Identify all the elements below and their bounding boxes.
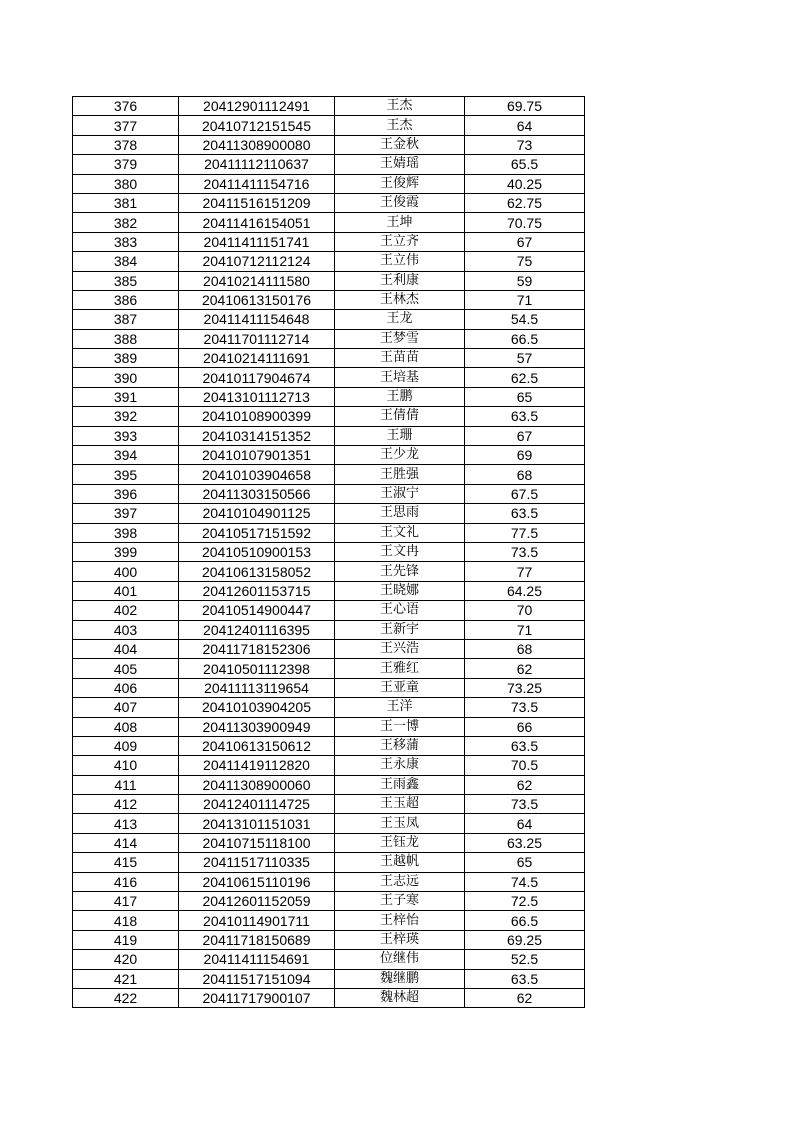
exam-id-cell: 20411411154691 (179, 950, 335, 969)
score-cell: 70.5 (465, 756, 585, 775)
exam-id-cell: 20411517110335 (179, 853, 335, 872)
exam-id-cell: 20411303900949 (179, 717, 335, 736)
table-row (73, 795, 585, 814)
name-cell: 王坤 (335, 213, 465, 232)
exam-id-cell: 20410615110196 (179, 872, 335, 891)
seq-number-cell: 381 (73, 193, 179, 212)
exam-id-cell: 20411113119654 (179, 678, 335, 697)
name-cell: 魏林超 (335, 988, 465, 1007)
name-cell: 王胜强 (335, 465, 465, 484)
exam-id-cell: 20410214111691 (179, 349, 335, 368)
exam-id-cell: 20410712112124 (179, 252, 335, 271)
name-cell: 王婧瑶 (335, 155, 465, 174)
name-cell: 王杰 (335, 97, 465, 116)
table-row (73, 911, 585, 930)
table-row (73, 174, 585, 193)
name-cell: 王龙 (335, 310, 465, 329)
seq-number-cell: 376 (73, 97, 179, 116)
name-cell: 王利康 (335, 271, 465, 290)
score-cell: 69.25 (465, 930, 585, 949)
table-row (73, 97, 585, 116)
exam-id-cell: 20411112110637 (179, 155, 335, 174)
table-row (73, 407, 585, 426)
table-row (73, 892, 585, 911)
table-row (73, 426, 585, 445)
name-cell: 王先锋 (335, 562, 465, 581)
name-cell: 王俊霞 (335, 193, 465, 212)
name-cell: 王倩倩 (335, 407, 465, 426)
exam-id-cell: 20411308900060 (179, 775, 335, 794)
table-row (73, 872, 585, 891)
table-row (73, 969, 585, 988)
table-row (73, 698, 585, 717)
table-row (73, 504, 585, 523)
table-row (73, 814, 585, 833)
name-cell: 王杰 (335, 116, 465, 135)
seq-number-cell: 412 (73, 795, 179, 814)
seq-number-cell: 422 (73, 988, 179, 1007)
name-cell: 王培基 (335, 368, 465, 387)
score-cell: 54.5 (465, 310, 585, 329)
name-cell: 王玉超 (335, 795, 465, 814)
seq-number-cell: 420 (73, 950, 179, 969)
name-cell: 王钰龙 (335, 833, 465, 852)
seq-number-cell: 395 (73, 465, 179, 484)
score-cell: 64 (465, 814, 585, 833)
seq-number-cell: 405 (73, 659, 179, 678)
exam-id-cell: 20412601153715 (179, 581, 335, 600)
table-row (73, 271, 585, 290)
seq-number-cell: 407 (73, 698, 179, 717)
seq-number-cell: 400 (73, 562, 179, 581)
seq-number-cell: 382 (73, 213, 179, 232)
seq-number-cell: 415 (73, 853, 179, 872)
table-row (73, 446, 585, 465)
seq-number-cell: 408 (73, 717, 179, 736)
score-cell: 67 (465, 232, 585, 251)
exam-id-cell: 20411517151094 (179, 969, 335, 988)
score-cell: 64 (465, 116, 585, 135)
exam-id-cell: 20411411154648 (179, 310, 335, 329)
table-row (73, 736, 585, 755)
score-cell: 70 (465, 601, 585, 620)
score-cell: 67.5 (465, 484, 585, 503)
name-cell: 王晓娜 (335, 581, 465, 600)
exam-id-cell: 20411411151741 (179, 232, 335, 251)
seq-number-cell: 409 (73, 736, 179, 755)
score-cell: 66 (465, 717, 585, 736)
seq-number-cell: 388 (73, 329, 179, 348)
table-row (73, 387, 585, 406)
table-row (73, 232, 585, 251)
exam-id-cell: 20412401114725 (179, 795, 335, 814)
seq-number-cell: 413 (73, 814, 179, 833)
name-cell: 王越帆 (335, 853, 465, 872)
table-row (73, 329, 585, 348)
table-row (73, 717, 585, 736)
score-cell: 66.5 (465, 329, 585, 348)
seq-number-cell: 406 (73, 678, 179, 697)
exam-id-cell: 20410117904674 (179, 368, 335, 387)
name-cell: 王立伟 (335, 252, 465, 271)
name-cell: 王梦雪 (335, 329, 465, 348)
score-table (72, 96, 585, 1008)
exam-id-cell: 20411308900080 (179, 135, 335, 154)
score-cell: 72.5 (465, 892, 585, 911)
exam-id-cell: 20410107901351 (179, 446, 335, 465)
seq-number-cell: 402 (73, 601, 179, 620)
name-cell: 王思雨 (335, 504, 465, 523)
seq-number-cell: 387 (73, 310, 179, 329)
score-cell: 59 (465, 271, 585, 290)
table-row (73, 988, 585, 1007)
exam-id-cell: 20411701112714 (179, 329, 335, 348)
seq-number-cell: 419 (73, 930, 179, 949)
exam-id-cell: 20412901112491 (179, 97, 335, 116)
name-cell: 王兴浩 (335, 639, 465, 658)
score-cell: 62.75 (465, 193, 585, 212)
score-cell: 73.5 (465, 542, 585, 561)
seq-number-cell: 380 (73, 174, 179, 193)
seq-number-cell: 385 (73, 271, 179, 290)
score-cell: 65.5 (465, 155, 585, 174)
exam-id-cell: 20412601152059 (179, 892, 335, 911)
table-row (73, 465, 585, 484)
score-cell: 63.5 (465, 736, 585, 755)
score-cell: 62.5 (465, 368, 585, 387)
name-cell: 王鹏 (335, 387, 465, 406)
exam-id-cell: 20413101151031 (179, 814, 335, 833)
score-cell: 65 (465, 387, 585, 406)
score-cell: 75 (465, 252, 585, 271)
seq-number-cell: 393 (73, 426, 179, 445)
exam-id-cell: 20411411154716 (179, 174, 335, 193)
seq-number-cell: 398 (73, 523, 179, 542)
score-cell: 70.75 (465, 213, 585, 232)
table-row (73, 310, 585, 329)
seq-number-cell: 386 (73, 290, 179, 309)
name-cell: 王永康 (335, 756, 465, 775)
score-cell: 71 (465, 290, 585, 309)
name-cell: 王梓怡 (335, 911, 465, 930)
table-row (73, 193, 585, 212)
seq-number-cell: 418 (73, 911, 179, 930)
exam-id-cell: 20411717900107 (179, 988, 335, 1007)
table-row (73, 853, 585, 872)
name-cell: 王文冉 (335, 542, 465, 561)
table-row (73, 930, 585, 949)
name-cell: 王心语 (335, 601, 465, 620)
seq-number-cell: 411 (73, 775, 179, 794)
exam-id-cell: 20410712151545 (179, 116, 335, 135)
exam-id-cell: 20411419112820 (179, 756, 335, 775)
score-cell: 73.25 (465, 678, 585, 697)
table-row (73, 213, 585, 232)
table-row (73, 523, 585, 542)
exam-id-cell: 20411303150566 (179, 484, 335, 503)
exam-id-cell: 20411718150689 (179, 930, 335, 949)
score-cell: 66.5 (465, 911, 585, 930)
score-cell: 68 (465, 639, 585, 658)
seq-number-cell: 410 (73, 756, 179, 775)
score-cell: 64.25 (465, 581, 585, 600)
seq-number-cell: 396 (73, 484, 179, 503)
score-cell: 71 (465, 620, 585, 639)
score-cell: 62 (465, 775, 585, 794)
name-cell: 王雨鑫 (335, 775, 465, 794)
exam-id-cell: 20410501112398 (179, 659, 335, 678)
score-cell: 77.5 (465, 523, 585, 542)
score-cell: 65 (465, 853, 585, 872)
seq-number-cell: 401 (73, 581, 179, 600)
table-row (73, 756, 585, 775)
seq-number-cell: 397 (73, 504, 179, 523)
name-cell: 王移蒲 (335, 736, 465, 755)
table-row (73, 368, 585, 387)
name-cell: 王淑宁 (335, 484, 465, 503)
table-row (73, 581, 585, 600)
exam-id-cell: 20411516151209 (179, 193, 335, 212)
score-cell: 63.25 (465, 833, 585, 852)
name-cell: 王文礼 (335, 523, 465, 542)
table-row (73, 639, 585, 658)
score-cell: 68 (465, 465, 585, 484)
exam-id-cell: 20412401116395 (179, 620, 335, 639)
score-table-body (73, 97, 585, 1008)
name-cell: 王立齐 (335, 232, 465, 251)
score-cell: 73.5 (465, 698, 585, 717)
seq-number-cell: 383 (73, 232, 179, 251)
score-cell: 73.5 (465, 795, 585, 814)
name-cell: 王亚童 (335, 678, 465, 697)
name-cell: 王一博 (335, 717, 465, 736)
seq-number-cell: 384 (73, 252, 179, 271)
table-row (73, 252, 585, 271)
name-cell: 位继伟 (335, 950, 465, 969)
score-cell: 63.5 (465, 504, 585, 523)
table-row (73, 950, 585, 969)
name-cell: 王雅红 (335, 659, 465, 678)
seq-number-cell: 403 (73, 620, 179, 639)
seq-number-cell: 417 (73, 892, 179, 911)
score-cell: 69 (465, 446, 585, 465)
exam-id-cell: 20410103904658 (179, 465, 335, 484)
table-row (73, 678, 585, 697)
seq-number-cell: 378 (73, 135, 179, 154)
name-cell: 王梓瑛 (335, 930, 465, 949)
exam-id-cell: 20410613150612 (179, 736, 335, 755)
seq-number-cell: 416 (73, 872, 179, 891)
score-cell: 69.75 (465, 97, 585, 116)
exam-id-cell: 20410514900447 (179, 601, 335, 620)
table-row (73, 659, 585, 678)
name-cell: 王子寒 (335, 892, 465, 911)
table-row (73, 116, 585, 135)
name-cell: 王少龙 (335, 446, 465, 465)
table-row (73, 135, 585, 154)
name-cell: 王志远 (335, 872, 465, 891)
name-cell: 魏继鹏 (335, 969, 465, 988)
seq-number-cell: 389 (73, 349, 179, 368)
exam-id-cell: 20410103904205 (179, 698, 335, 717)
exam-id-cell: 20411416154051 (179, 213, 335, 232)
exam-id-cell: 20413101112713 (179, 387, 335, 406)
exam-id-cell: 20410613158052 (179, 562, 335, 581)
table-row (73, 562, 585, 581)
exam-id-cell: 20410715118100 (179, 833, 335, 852)
seq-number-cell: 392 (73, 407, 179, 426)
exam-id-cell: 20410104901125 (179, 504, 335, 523)
seq-number-cell: 379 (73, 155, 179, 174)
seq-number-cell: 394 (73, 446, 179, 465)
seq-number-cell: 421 (73, 969, 179, 988)
seq-number-cell: 377 (73, 116, 179, 135)
score-cell: 74.5 (465, 872, 585, 891)
score-cell: 62 (465, 659, 585, 678)
score-cell: 40.25 (465, 174, 585, 193)
name-cell: 王新宇 (335, 620, 465, 639)
score-cell: 63.5 (465, 407, 585, 426)
exam-id-cell: 20411718152306 (179, 639, 335, 658)
score-cell: 67 (465, 426, 585, 445)
exam-id-cell: 20410114901711 (179, 911, 335, 930)
score-cell: 57 (465, 349, 585, 368)
exam-id-cell: 20410214111580 (179, 271, 335, 290)
score-cell: 63.5 (465, 969, 585, 988)
score-cell: 77 (465, 562, 585, 581)
name-cell: 王林杰 (335, 290, 465, 309)
score-cell: 62 (465, 988, 585, 1007)
seq-number-cell: 390 (73, 368, 179, 387)
table-row (73, 484, 585, 503)
name-cell: 王苗苗 (335, 349, 465, 368)
seq-number-cell: 391 (73, 387, 179, 406)
exam-id-cell: 20410510900153 (179, 542, 335, 561)
seq-number-cell: 414 (73, 833, 179, 852)
table-row (73, 775, 585, 794)
name-cell: 王金秋 (335, 135, 465, 154)
table-row (73, 290, 585, 309)
table-row (73, 155, 585, 174)
table-row (73, 349, 585, 368)
seq-number-cell: 399 (73, 542, 179, 561)
name-cell: 王玉凤 (335, 814, 465, 833)
name-cell: 王珊 (335, 426, 465, 445)
table-row (73, 542, 585, 561)
table-row (73, 833, 585, 852)
exam-id-cell: 20410517151592 (179, 523, 335, 542)
exam-id-cell: 20410314151352 (179, 426, 335, 445)
seq-number-cell: 404 (73, 639, 179, 658)
table-row (73, 620, 585, 639)
exam-id-cell: 20410613150176 (179, 290, 335, 309)
exam-id-cell: 20410108900399 (179, 407, 335, 426)
name-cell: 王俊辉 (335, 174, 465, 193)
score-cell: 52.5 (465, 950, 585, 969)
table-row (73, 601, 585, 620)
score-cell: 73 (465, 135, 585, 154)
name-cell: 王洋 (335, 698, 465, 717)
